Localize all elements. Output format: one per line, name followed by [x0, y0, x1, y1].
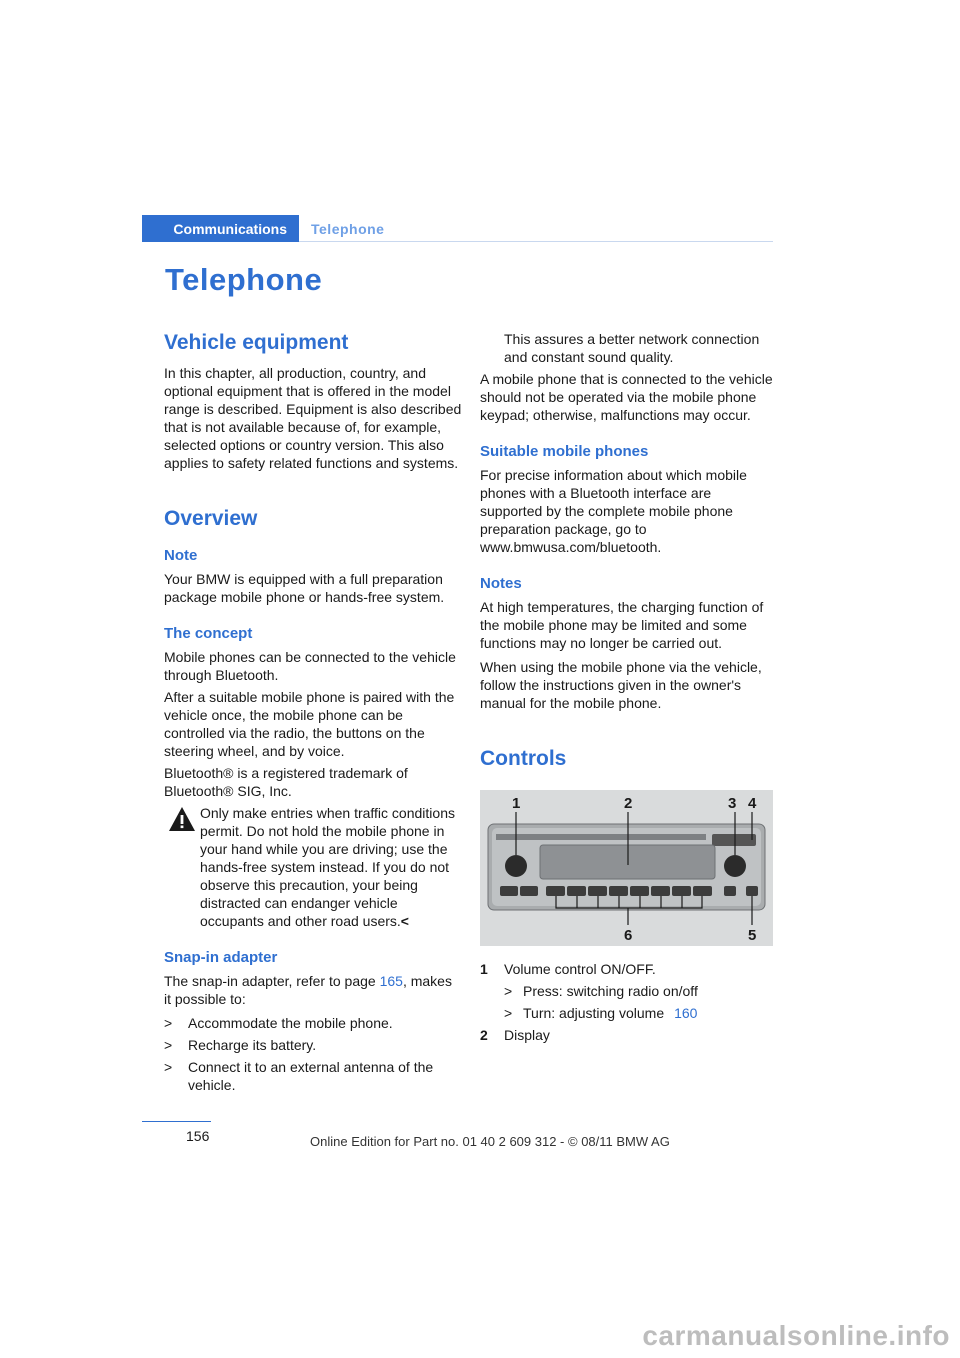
snap-in-item-3-continued: This assures a better network connection and constant sound quality.: [504, 331, 760, 365]
snap-in-intro-end: , makes it possible to:: [164, 973, 452, 1007]
snap-in-heading: Snap-in adapter: [164, 949, 278, 966]
list-item: [164, 1058, 462, 1094]
callout-1: 1: [512, 795, 521, 812]
vehicle-equipment-text: In this chapter, all production, country, and optional equipment that is offered in the model range is described. Equipment is also described that is not available because of, for example, selected options or country version. This also applies to safety related functions and systems.: [164, 365, 462, 471]
watermark: carmanualsonline.info: [642, 1320, 950, 1351]
sub-item-text: Press: switching radio on/off: [523, 983, 698, 999]
vehicle-equipment-heading: Vehicle equipment: [164, 331, 349, 354]
header-subsection-tab[interactable]: [311, 215, 384, 242]
note-heading: Note: [164, 547, 198, 564]
bullet-mark: >: [504, 983, 513, 999]
notes-paragraph-2: When using the mobile phone via the vehicle, follow the instructions given in the owner's manual for the mobile phone.: [480, 659, 762, 711]
overview-heading: Overview: [164, 507, 258, 530]
concept-paragraph-1: Mobile phones can be connected to the vehicle through Bluetooth.: [164, 649, 456, 683]
left-column: [164, 330, 462, 1094]
page-title: Telephone: [165, 262, 323, 297]
suitable-phones-text: For precise information about which mobile phones with a Bluetooth interface are supported by the complete mobile phone preparation package, go to www.bmwusa.com/bluetooth.: [480, 467, 747, 555]
suitable-phones-heading: Suitable mobile phones: [480, 443, 649, 460]
page-link-160[interactable]: 160: [674, 1005, 698, 1021]
item-text: Volume control ON/OFF.: [504, 961, 656, 977]
concept-heading: The concept: [164, 625, 253, 642]
callout-2: 2: [624, 795, 633, 812]
right-column: [480, 330, 775, 1044]
header-section-tab[interactable]: [142, 215, 299, 242]
notes-paragraph-1: At high temperatures, the charging function of the mobile phone may be limited and some functions may no longer be carried out.: [480, 599, 764, 651]
snap-in-item-3: Connect it to an external antenna of the vehicle.: [188, 1059, 434, 1093]
bullet-mark: >: [164, 1015, 173, 1031]
callout-3: 3: [728, 795, 737, 812]
radio-panel-illustration: [480, 790, 773, 946]
bullet-mark: >: [164, 1059, 173, 1075]
concept-paragraph-3: Bluetooth® is a registered trademark of Bluetooth® SIG, Inc.: [164, 765, 408, 799]
page-number: 156: [186, 1128, 210, 1144]
list-item: [164, 1036, 462, 1054]
controls-heading: Controls: [480, 747, 567, 770]
list-item: [480, 982, 775, 1000]
notes-heading: Notes: [480, 575, 522, 592]
snap-in-intro-text: The snap-in adapter, refer to page: [164, 973, 380, 989]
list-item: [480, 1004, 775, 1022]
bullet-mark: >: [164, 1037, 173, 1053]
item-text: Display: [504, 1027, 550, 1043]
page-link-165[interactable]: 165: [379, 973, 403, 989]
snap-in-item-2: Recharge its battery.: [188, 1037, 317, 1053]
page-number-rule: [142, 1121, 211, 1122]
header-divider: [299, 241, 773, 242]
item-number: 2: [480, 1027, 488, 1043]
edition-footer: Online Edition for Part no. 01 40 2 609 312 - © 08/11 BMW AG: [310, 1134, 670, 1149]
warning-end-mark: <: [400, 913, 409, 929]
safety-warning: [164, 804, 462, 930]
radio-controls-figure: [480, 790, 773, 946]
keypad-warning-text: A mobile phone that is connected to the vehicle should not be operated via the mobile phone keypad; otherwise, malfunctions may occur.: [480, 371, 773, 423]
bullet-mark: >: [504, 1005, 513, 1021]
header-subsection-label: Telephone: [311, 220, 385, 237]
list-item: [480, 960, 775, 978]
snap-in-item-1: Accommodate the mobile phone.: [188, 1015, 393, 1031]
note-text: Your BMW is equipped with a full preparation package mobile phone or hands-free system.: [164, 571, 445, 605]
header-section-label: Communications: [173, 220, 287, 237]
controls-list: [480, 960, 775, 1044]
concept-paragraph-2: After a suitable mobile phone is paired with the vehicle once, the mobile phone can be controlled via the radio, the buttons on the steering wheel, and by voice.: [164, 689, 455, 759]
list-item: [164, 1014, 462, 1032]
item-number: 1: [480, 961, 488, 977]
warning-triangle-icon: [168, 806, 196, 832]
snap-in-intro: [164, 972, 462, 1008]
warning-text: Only make entries when traffic conditions permit. Do not hold the mobile phone in your hand while you are driving; use the hands-free system instead. If you do not observe this precaution, your being distracted can endanger vehicle occupants and other road users.: [200, 805, 455, 929]
list-item: [480, 1026, 775, 1044]
sub-item-text: Turn: adjusting volume: [523, 1005, 665, 1021]
callout-4: 4: [748, 795, 757, 812]
callout-5: 5: [748, 927, 757, 944]
callout-6: 6: [624, 927, 633, 944]
